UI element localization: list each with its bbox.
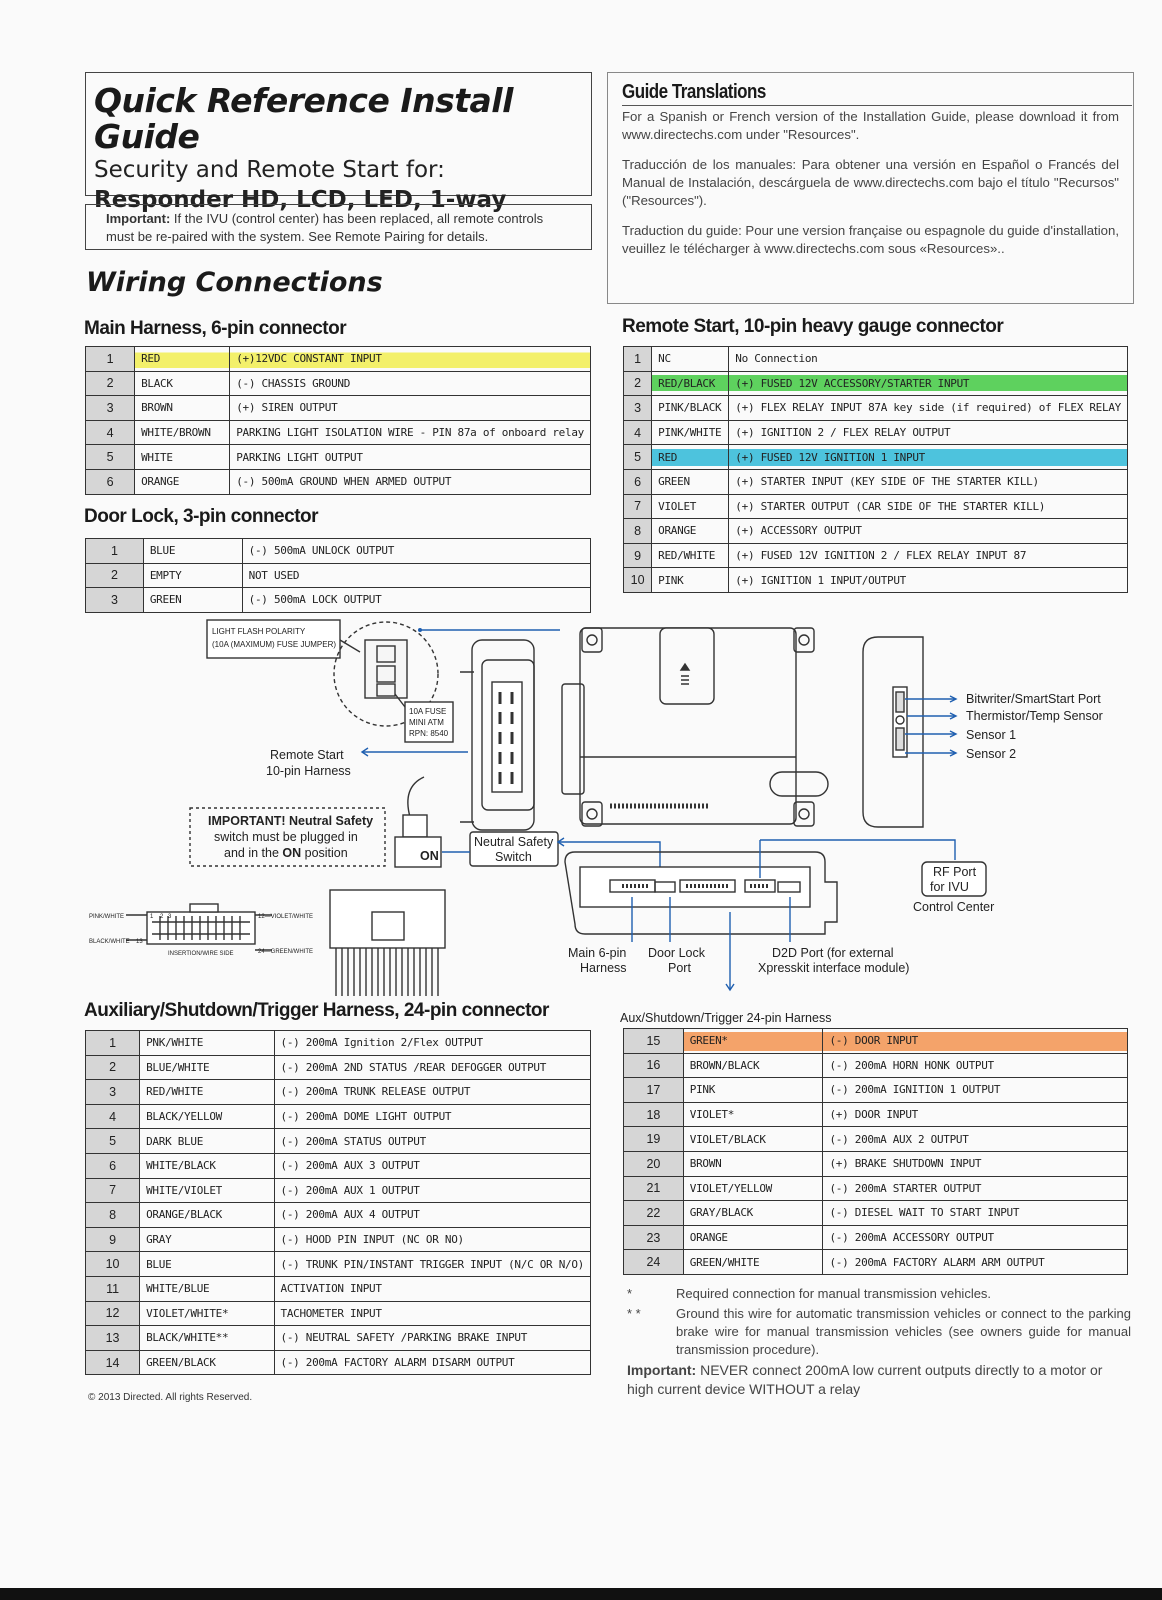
cell-function: (-) 500mA GROUND WHEN ARMED OUTPUT xyxy=(230,469,591,494)
cell-color: GREEN xyxy=(143,588,242,613)
important-text-1: If the IVU (control center) has been replaced, all remote controls xyxy=(173,211,544,226)
cell-function: (+) FUSED 12V ACCESSORY/STARTER INPUT xyxy=(729,371,1128,396)
cell-function: (-) 200mA Ignition 2/Flex OUTPUT xyxy=(274,1031,591,1056)
door-lock-title: Door Lock, 3-pin connector xyxy=(84,506,319,527)
remote-start-harness-label-2: 10-pin Harness xyxy=(266,764,351,778)
cell-pin: 23 xyxy=(624,1225,684,1250)
cell-pin: 18 xyxy=(624,1102,684,1127)
cell-pin: 3 xyxy=(624,396,652,421)
main-harness-title: Main Harness, 6-pin connector xyxy=(84,318,347,339)
cell-pin: 4 xyxy=(86,420,135,445)
cell-color: RED/WHITE xyxy=(140,1080,274,1105)
cell-color: ORANGE xyxy=(652,519,729,544)
cell-function: (-) 200mA HORN HONK OUTPUT xyxy=(823,1053,1128,1078)
cell-pin: 1 xyxy=(86,1031,140,1056)
cell-function: No Connection xyxy=(729,347,1128,372)
cell-pin: 10 xyxy=(624,568,652,593)
table-row xyxy=(624,1250,1128,1275)
cell-function: (+) DOOR INPUT xyxy=(823,1102,1128,1127)
table-row xyxy=(86,1031,591,1056)
cell-function: (-) CHASSIS GROUND xyxy=(230,371,591,396)
cell-color: BLACK/WHITE** xyxy=(140,1326,274,1351)
table-row xyxy=(86,371,591,396)
cell-pin: 13 xyxy=(86,1326,140,1351)
main-harness-table xyxy=(85,346,591,495)
cell-color: BROWN xyxy=(683,1151,823,1176)
cell-function: (-) TRUNK PIN/INSTANT TRIGGER INPUT (N/C OR N/O) xyxy=(274,1252,591,1277)
cell-function: (+) STARTER OUTPUT (CAR SIDE OF THE STARTER KILL) xyxy=(729,494,1128,519)
remote-start-harness-label-1: Remote Start xyxy=(270,748,344,762)
table-row xyxy=(86,1326,591,1351)
table-row xyxy=(624,494,1128,519)
cell-function: (-) 500mA UNLOCK OUTPUT xyxy=(242,539,590,564)
rf-port-label-2: for IVU xyxy=(930,880,969,894)
cell-pin: 20 xyxy=(624,1151,684,1176)
cell-pin: 9 xyxy=(624,543,652,568)
cell-pin: 3 xyxy=(86,396,135,421)
table-row xyxy=(86,563,591,588)
connector-pink-white: PINK/WHITE xyxy=(89,914,125,920)
port-bitwriter: Bitwriter/SmartStart Port xyxy=(966,692,1101,706)
cell-color: VIOLET/YELLOW xyxy=(683,1176,823,1201)
footnote-star-1: Required connection for manual transmission vehicles. xyxy=(676,1286,992,1301)
table-row xyxy=(624,1201,1128,1226)
cell-function: (-) 200mA AUX 1 OUTPUT xyxy=(274,1178,591,1203)
footnote-important-label: Important: xyxy=(627,1362,697,1378)
door-lock-port-label-1: Door Lock xyxy=(648,946,705,960)
cell-function: (-) 200mA AUX 2 OUTPUT xyxy=(823,1127,1128,1152)
rf-port-label-1: RF Port xyxy=(933,865,977,879)
cell-function: (-) 200mA FACTORY ALARM DISARM OUTPUT xyxy=(274,1350,591,1375)
title-box xyxy=(85,72,592,213)
table-row xyxy=(86,539,591,564)
remote-start-title: Remote Start, 10-pin heavy gauge connector xyxy=(622,316,1004,337)
table-row xyxy=(86,1178,591,1203)
cell-color: GRAY/BLACK xyxy=(683,1201,823,1226)
cell-function: PARKING LIGHT ISOLATION WIRE - PIN 87a of onboard relay xyxy=(230,420,591,445)
footnote-star-2: Ground this wire for automatic transmission vehicles or connect to the parking brake wire for manual transmission vehicles (see owners guide for manual transmission procedure). xyxy=(676,1306,1131,1357)
cell-pin: 17 xyxy=(624,1078,684,1103)
cell-function: (+) IGNITION 1 INPUT/OUTPUT xyxy=(729,568,1128,593)
important-text-2: must be re-paired with the system. See Remote Pairing for details. xyxy=(106,229,489,244)
table-row xyxy=(86,1104,591,1129)
cell-function: (-) DOOR INPUT xyxy=(823,1029,1128,1054)
cell-color: BLUE xyxy=(143,539,242,564)
fuse-jumper-label-2: (10A (MAXIMUM) FUSE JUMPER) xyxy=(212,640,337,649)
cell-pin: 12 xyxy=(86,1301,140,1326)
main-6pin-label-2: Harness xyxy=(580,961,627,975)
cell-function: NOT USED xyxy=(242,563,590,588)
cell-color: WHITE xyxy=(135,445,230,470)
cell-function: ACTIVATION INPUT xyxy=(274,1276,591,1301)
cell-color: BLACK/YELLOW xyxy=(140,1104,274,1129)
important-callout-1: IMPORTANT! Neutral Safety xyxy=(208,814,374,828)
d2d-port-label-1: D2D Port (for external xyxy=(772,946,894,960)
cell-function: (-) NEUTRAL SAFETY /PARKING BRAKE INPUT xyxy=(274,1326,591,1351)
table-row xyxy=(86,1203,591,1228)
cell-function: (-) 200mA AUX 3 OUTPUT xyxy=(274,1153,591,1178)
cell-function: (+) STARTER INPUT (KEY SIDE OF THE STARTER KILL) xyxy=(729,469,1128,494)
cell-pin: 6 xyxy=(86,469,135,494)
cell-color: ORANGE xyxy=(683,1225,823,1250)
cell-color: GREEN/BLACK xyxy=(140,1350,274,1375)
connector-black-white: BLACK/WHITE xyxy=(89,939,130,945)
cell-color: WHITE/BLUE xyxy=(140,1276,274,1301)
cell-pin: 21 xyxy=(624,1176,684,1201)
cell-pin: 5 xyxy=(86,1129,140,1154)
fuse-label-2: MINI ATM xyxy=(409,718,444,727)
cell-function: (+) BRAKE SHUTDOWN INPUT xyxy=(823,1151,1128,1176)
cell-pin: 1 xyxy=(86,539,144,564)
neutral-safety-label-1: Neutral Safety xyxy=(474,835,554,849)
table-row xyxy=(624,347,1128,372)
cell-pin: 2 xyxy=(86,371,135,396)
wiring-diagram xyxy=(0,612,1162,1012)
cell-color: WHITE/VIOLET xyxy=(140,1178,274,1203)
fuse-jumper-label-1: LIGHT FLASH POLARITY xyxy=(212,627,306,636)
table-row xyxy=(624,1078,1128,1103)
cell-color: PINK xyxy=(683,1078,823,1103)
door-lock-table xyxy=(85,538,591,613)
port-thermistor: Thermistor/Temp Sensor xyxy=(966,709,1103,723)
table-row xyxy=(86,1055,591,1080)
cell-function: (-) HOOD PIN INPUT (NC OR NO) xyxy=(274,1227,591,1252)
cell-color: PINK/WHITE xyxy=(652,420,729,445)
cell-pin: 4 xyxy=(86,1104,140,1129)
table-row xyxy=(86,396,591,421)
page-title: Quick Reference Install Guide xyxy=(94,81,513,156)
cell-pin: 8 xyxy=(624,519,652,544)
cell-color: RED/BLACK xyxy=(652,371,729,396)
translations-title: Guide Translations xyxy=(622,79,1132,106)
important-label: Important: xyxy=(106,211,171,226)
cell-function: (-) 200mA FACTORY ALARM ARM OUTPUT xyxy=(823,1250,1128,1275)
cell-color: RED/WHITE xyxy=(652,543,729,568)
cell-function: TACHOMETER INPUT xyxy=(274,1301,591,1326)
cell-color: EMPTY xyxy=(143,563,242,588)
table-row xyxy=(624,1225,1128,1250)
cell-pin: 7 xyxy=(624,494,652,519)
cell-pin: 3 xyxy=(86,1080,140,1105)
cell-color: WHITE/BROWN xyxy=(135,420,230,445)
connector-pin-3: 3 xyxy=(168,914,172,920)
important-callout-2: switch must be plugged in xyxy=(214,830,358,844)
table-row xyxy=(624,1029,1128,1054)
control-center-label: Control Center xyxy=(913,900,995,914)
cell-pin: 1 xyxy=(86,347,135,372)
table-row xyxy=(86,469,591,494)
cell-pin: 22 xyxy=(624,1201,684,1226)
connector-violet-white: 12—VIOLET/WHITE xyxy=(258,914,314,920)
cell-function: (-) 200mA DOME LIGHT OUTPUT xyxy=(274,1104,591,1129)
cell-function: (+) FUSED 12V IGNITION 1 INPUT xyxy=(729,445,1128,470)
cell-color: VIOLET* xyxy=(683,1102,823,1127)
connector-pin-1: 1 xyxy=(150,914,154,920)
cell-color: BLUE xyxy=(140,1252,274,1277)
translation-spanish: Traducción de los manuales: Para obtener una versión en Español o Francés del Manual de Instalación, descárguela de www.directechs.com bajo el título "Recursos" ("Resources"). xyxy=(622,157,1119,208)
cell-pin: 10 xyxy=(86,1252,140,1277)
cell-color: BLUE/WHITE xyxy=(140,1055,274,1080)
cell-function: (-) 500mA LOCK OUTPUT xyxy=(242,588,590,613)
table-row xyxy=(86,1350,591,1375)
table-row xyxy=(624,420,1128,445)
cell-color: VIOLET xyxy=(652,494,729,519)
cell-pin: 24 xyxy=(624,1250,684,1275)
table-row xyxy=(86,420,591,445)
cell-function: (+)12VDC CONSTANT INPUT xyxy=(230,347,591,372)
fuse-jumper-callout xyxy=(207,620,340,658)
cell-color: ORANGE xyxy=(135,469,230,494)
cell-pin: 2 xyxy=(624,371,652,396)
wiring-heading: Wiring Connections xyxy=(86,267,383,298)
cell-pin: 14 xyxy=(86,1350,140,1375)
connector-insertion-label: INSERTION/WIRE SIDE xyxy=(168,951,234,957)
cell-function: PARKING LIGHT OUTPUT xyxy=(230,445,591,470)
cell-color: BROWN/BLACK xyxy=(683,1053,823,1078)
cell-color: DARK BLUE xyxy=(140,1129,274,1154)
cell-color: VIOLET/WHITE* xyxy=(140,1301,274,1326)
aux-harness-right-title: Aux/Shutdown/Trigger 24-pin Harness xyxy=(620,1011,832,1025)
cell-function: (-) 200mA TRUNK RELEASE OUTPUT xyxy=(274,1080,591,1105)
cell-pin: 19 xyxy=(624,1127,684,1152)
cell-color: VIOLET/BLACK xyxy=(683,1127,823,1152)
copyright: © 2013 Directed. All rights Reserved. xyxy=(88,1392,253,1403)
table-row xyxy=(624,543,1128,568)
port-sensor-1: Sensor 1 xyxy=(966,728,1017,742)
table-row xyxy=(624,1151,1128,1176)
cell-pin: 8 xyxy=(86,1203,140,1228)
port-sensor-2: Sensor 2 xyxy=(966,747,1017,761)
table-row xyxy=(624,1176,1128,1201)
table-row xyxy=(624,445,1128,470)
table-row xyxy=(86,1129,591,1154)
cell-function: (-) 200mA ACCESSORY OUTPUT xyxy=(823,1225,1128,1250)
table-row xyxy=(624,371,1128,396)
cell-pin: 6 xyxy=(86,1153,140,1178)
main-6pin-label-1: Main 6-pin xyxy=(568,946,627,960)
footnote-important xyxy=(627,1361,1132,1399)
cell-color: GRAY xyxy=(140,1227,274,1252)
models-line: Responder HD, LCD, LED, 1-way xyxy=(94,187,507,213)
table-row xyxy=(86,347,591,372)
table-row xyxy=(624,568,1128,593)
table-row xyxy=(86,1227,591,1252)
cell-color: RED xyxy=(135,347,230,372)
aux-right-table xyxy=(623,1028,1128,1275)
cell-pin: 3 xyxy=(86,588,144,613)
on-label: ON xyxy=(420,849,439,863)
remote-start-table xyxy=(623,346,1128,593)
cell-pin: 1 xyxy=(624,347,652,372)
fuse-label-3: RPN: 8540 xyxy=(409,729,449,738)
table-row xyxy=(624,1053,1128,1078)
cell-pin: 9 xyxy=(86,1227,140,1252)
cell-pin: 2 xyxy=(86,1055,140,1080)
table-row xyxy=(624,519,1128,544)
door-lock-port-label-2: Port xyxy=(668,961,691,975)
fuse-label-1: 10A FUSE xyxy=(409,707,447,716)
cell-function: (+) SIREN OUTPUT xyxy=(230,396,591,421)
cell-pin: 5 xyxy=(86,445,135,470)
cell-color: GREEN* xyxy=(683,1029,823,1054)
table-row xyxy=(86,1153,591,1178)
cell-color: PINK xyxy=(652,568,729,593)
footnote-star-1-mark: * xyxy=(627,1286,633,1301)
aux-harness-title: Auxiliary/Shutdown/Trigger Harness, 24-pin connector xyxy=(84,1000,549,1021)
cell-color: NC xyxy=(652,347,729,372)
cell-color: GREEN xyxy=(652,469,729,494)
footnote-star-2-mark: * * xyxy=(627,1306,641,1321)
cell-pin: 11 xyxy=(86,1276,140,1301)
aux-left-table xyxy=(85,1030,591,1375)
cell-color: PINK/BLACK xyxy=(652,396,729,421)
table-row xyxy=(86,1276,591,1301)
table-row xyxy=(624,1102,1128,1127)
table-row xyxy=(624,469,1128,494)
cell-function: (-) 200mA STARTER OUTPUT xyxy=(823,1176,1128,1201)
translation-french: Traduction du guide: Pour une version française ou espagnole du guide d'installation, veuillez le télécharger à www.directechs.com sous «Resources».. xyxy=(622,223,1119,256)
cell-pin: 15 xyxy=(624,1029,684,1054)
cell-function: (-) 200mA IGNITION 1 OUTPUT xyxy=(823,1078,1128,1103)
table-row xyxy=(624,1127,1128,1152)
table-row xyxy=(86,1080,591,1105)
cell-pin: 2 xyxy=(86,563,144,588)
cell-color: WHITE/BLACK xyxy=(140,1153,274,1178)
footnote-important-text: NEVER connect 200mA low current outputs directly to a motor or high current device WITHOUT a relay xyxy=(627,1362,1103,1397)
cell-pin: 4 xyxy=(624,420,652,445)
cell-function: (-) 200mA STATUS OUTPUT xyxy=(274,1129,591,1154)
translation-english: For a Spanish or French version of the Installation Guide, please download it from www.directechs.com under "Resources". xyxy=(622,109,1119,142)
cell-pin: 5 xyxy=(624,445,652,470)
cell-function: (+) ACCESSORY OUTPUT xyxy=(729,519,1128,544)
cell-function: (-) 200mA 2ND STATUS /REAR DEFOGGER OUTPUT xyxy=(274,1055,591,1080)
cell-pin: 7 xyxy=(86,1178,140,1203)
cell-color: BROWN xyxy=(135,396,230,421)
scan-bottom-edge xyxy=(0,1588,1162,1600)
cell-function: (-) 200mA AUX 4 OUTPUT xyxy=(274,1203,591,1228)
important-callout-3: and in the ON position xyxy=(224,846,348,860)
cell-color: PNK/WHITE xyxy=(140,1031,274,1056)
cell-color: BLACK xyxy=(135,371,230,396)
cell-color: ORANGE/BLACK xyxy=(140,1203,274,1228)
cell-color: RED xyxy=(652,445,729,470)
d2d-port-label-2: Xpresskit interface module) xyxy=(758,961,910,975)
table-row xyxy=(624,396,1128,421)
page-subtitle: Security and Remote Start for: xyxy=(94,157,445,183)
cell-function: (-) DIESEL WAIT TO START INPUT xyxy=(823,1201,1128,1226)
translations-box xyxy=(607,72,1134,304)
connector-pin-13: 13 xyxy=(136,939,143,945)
connector-pin-2: 2 xyxy=(160,914,164,920)
cell-function: (+) FLEX RELAY INPUT 87A key side (if required) of FLEX RELAY xyxy=(729,396,1128,421)
table-row xyxy=(86,1252,591,1277)
important-note xyxy=(85,204,592,250)
neutral-safety-label-2: Switch xyxy=(495,850,532,864)
connector-green-white: 24—GREEN/WHITE xyxy=(258,949,314,955)
table-row xyxy=(86,1301,591,1326)
table-row xyxy=(86,588,591,613)
table-row xyxy=(86,445,591,470)
cell-pin: 16 xyxy=(624,1053,684,1078)
cell-function: (+) FUSED 12V IGNITION 2 / FLEX RELAY INPUT 87 xyxy=(729,543,1128,568)
cell-function: (+) IGNITION 2 / FLEX RELAY OUTPUT xyxy=(729,420,1128,445)
cell-color: GREEN/WHITE xyxy=(683,1250,823,1275)
cell-pin: 6 xyxy=(624,469,652,494)
